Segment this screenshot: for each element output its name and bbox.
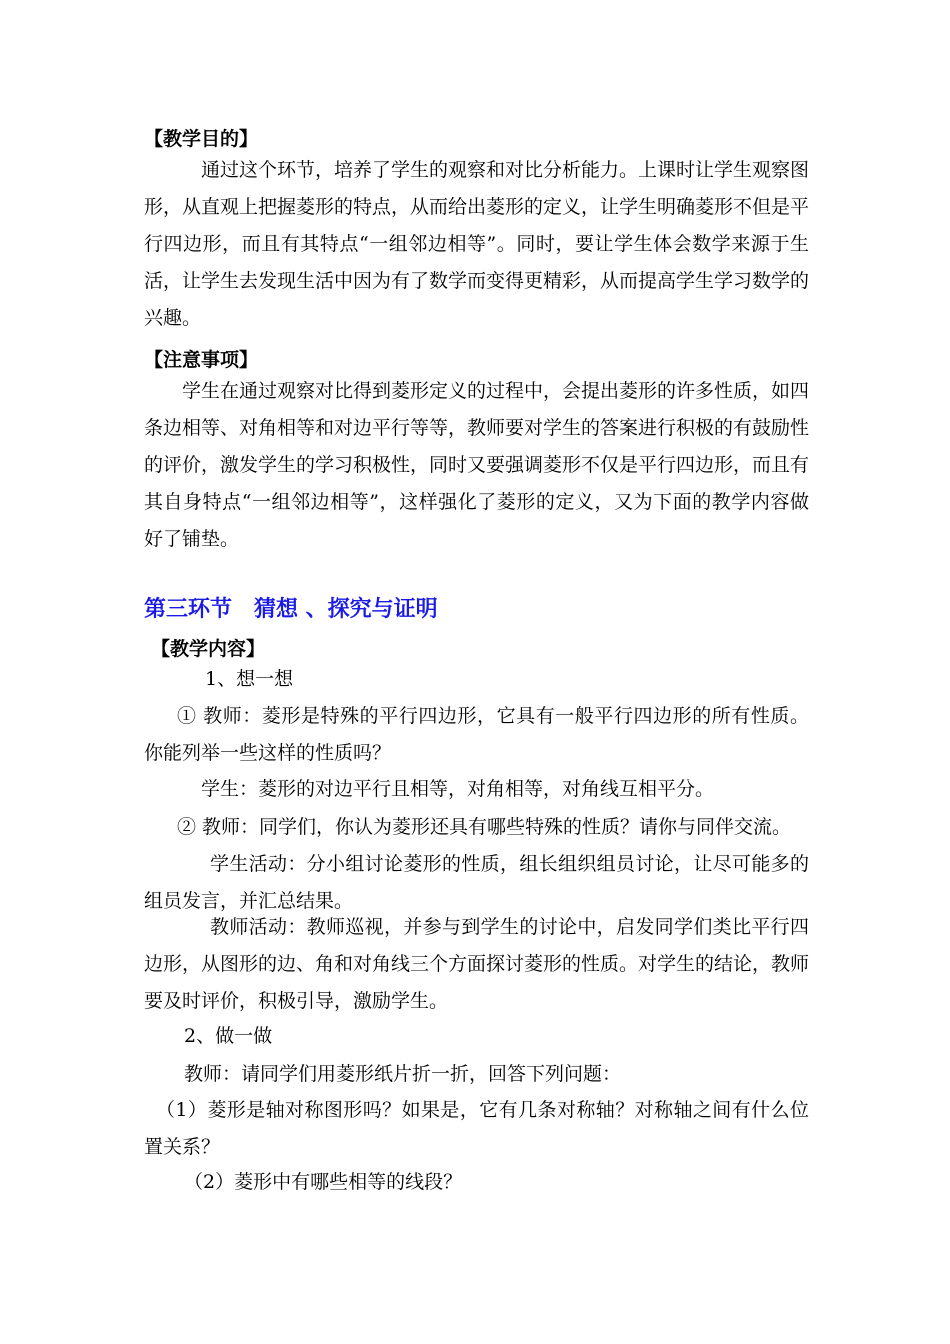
question-1-paragraph: ① 教师：菱形是特殊的平行四边形，它具有一般平行四边形的所有性质。你能列举一些这样的性质吗？: [144, 705, 809, 764]
question-2: ② 教师：同学们，你认为菱形还具有哪些特殊的性质？请你与同伴交流。: [177, 816, 792, 838]
fold-question-1: （1）菱形是轴对称图形吗？如果是，它有几条对称轴？对称轴之间有什么位置关系？: [144, 1099, 809, 1158]
notes-heading: 【注意事项】: [144, 349, 259, 371]
do-label: 2、做一做: [184, 1025, 273, 1047]
think-label: 1、想一想: [205, 668, 294, 690]
student-activity-paragraph: 学生活动：分小组讨论菱形的性质，组长组织组员讨论，让尽可能多的组员发言，并汇总结果。: [144, 853, 809, 912]
fold-question-2: （2）菱形中有哪些相等的线段？: [184, 1171, 463, 1193]
objective-heading: 【教学目的】: [144, 128, 259, 150]
student-answer: 学生：菱形的对边平行且相等，对角相等，对角线互相平分。: [201, 778, 715, 800]
notes-paragraph: 学生在通过观察对比得到菱形定义的过程中，会提出菱形的许多性质，如四条边相等、对角相等和对边平行等等，教师要对学生的答案进行积极的有鼓励性的评价，激发学生的学习积极性，同时又要强调菱形不仅是平行四边形，而且有其自身特点“一组邻边相等”，这样强化了菱形的定义，又为下面的教学内容做好了铺垫。: [144, 380, 810, 550]
teacher-instruction: 教师：请同学们用菱形纸片折一折，回答下列问题：: [184, 1063, 622, 1085]
section-title: 第三环节 猜想 、探究与证明: [144, 597, 438, 622]
content-heading: 【教学内容】: [151, 638, 266, 660]
objective-paragraph: 通过这个环节，培养了学生的观察和对比分析能力。上课时让学生观察图形，从直观上把握菱形的特点，从而给出菱形的定义，让学生明确菱形不但是平行四边形，而且有其特点“一组邻边相等”。同时，要让学生体会数学来源于生活，让学生去发现生活中因为有了数学而变得更精彩，从而提高学生学习数学的兴趣。: [144, 159, 810, 329]
teacher-activity-paragraph: 教师活动：教师巡视，并参与到学生的讨论中，启发同学们类比平行四边形，从图形的边、角和对角线三个方面探讨菱形的性质。对学生的结论，教师要及时评价，积极引导，激励学生。: [144, 916, 810, 1012]
